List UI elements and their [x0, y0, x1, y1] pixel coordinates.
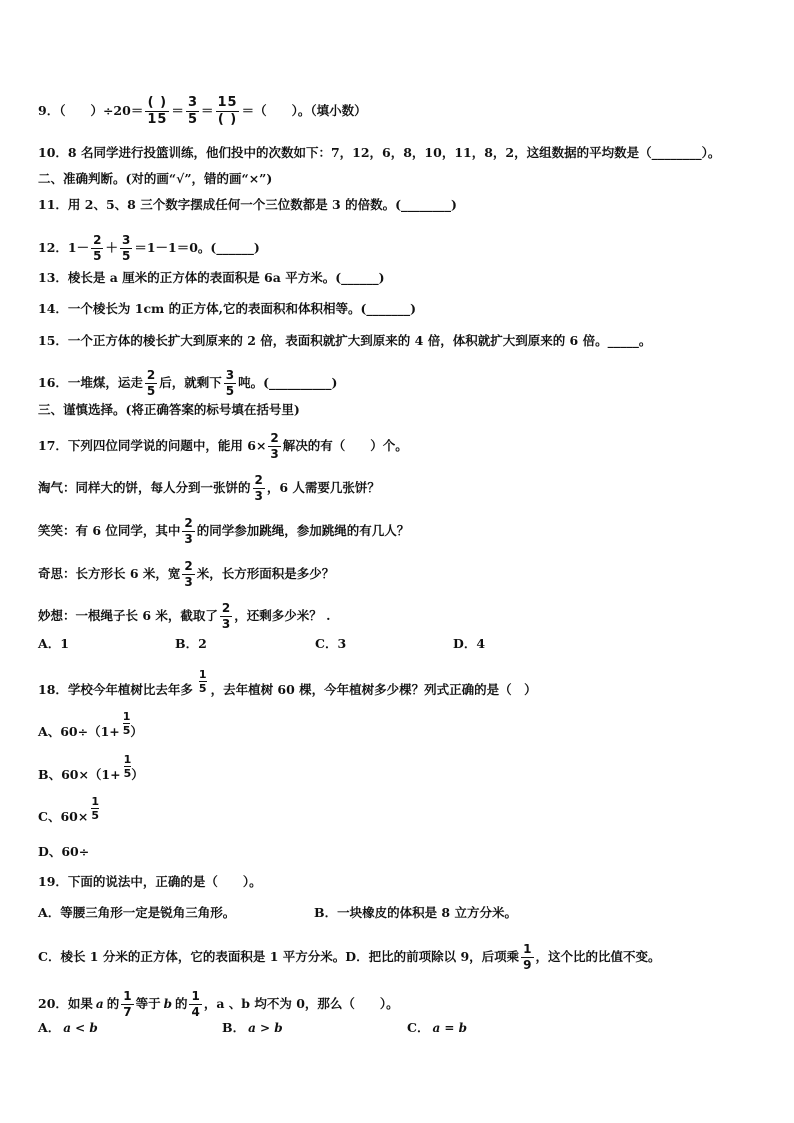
q18-option-b[interactable]: B、60×（1+ $\frac{1}{5}$ ）: [38, 753, 144, 783]
q18-fraction: $\frac{1}{5}$: [198, 668, 207, 695]
question-15: 15．一个正方体的棱长扩大到原来的 2 倍，表面积就扩大到原来的 4 倍，体积就扩大到原来的 6 倍。_____。: [38, 333, 652, 348]
q19-option-a[interactable]: A．等腰三角形一定是锐角三角形。: [38, 904, 236, 920]
section-3-heading: 三、谨慎选择。(将正确答案的标号填在括号里): [38, 402, 300, 417]
q17-option-a[interactable]: A．1: [38, 635, 69, 651]
q18-option-b-fraction: $\frac{1}{5}$: [123, 753, 132, 780]
q18-option-a-fraction: $\frac{1}{5}$: [122, 710, 131, 737]
q18-option-a[interactable]: A、60÷（1+ $\frac{1}{5}$ ）: [38, 710, 143, 740]
question-12: 12．1－ $\frac{2}{5}$ ＋ $\frac{3}{5}$ ＝1－1＝0。(______): [38, 233, 260, 263]
q16-fraction-1: $\frac{2}{5}$: [146, 368, 156, 398]
question-14: 14．一个棱长为 1cm 的正方体,它的表面积和体积相等。(_______): [38, 301, 417, 316]
question-17: 17．下列四位同学说的问题中，能用 6× $\frac{2}{3}$ 解决的有（ ）个。: [38, 431, 408, 461]
question-19: 19．下面的说法中，正确的是（ ）。: [38, 874, 262, 889]
q19-options-row-2: [38, 943, 774, 971]
q18-option-c[interactable]: C、60× $\frac{1}{5}$: [38, 795, 99, 825]
question-18: 18．学校今年植树比去年多 $\frac{1}{5}$ ，去年植树 60 棵，今年植树多少棵？列式正确的是（ ）: [38, 668, 537, 698]
question-16: 16．一堆煤，运走 $\frac{2}{5}$ 后，就剩下 $\frac{3}{5}$ 吨。(__________): [38, 368, 338, 398]
q16-fraction-2: $\frac{3}{5}$: [225, 368, 235, 398]
q17-options: [38, 637, 774, 651]
q17-statement-miaoxiang: 妙想：一根绳子长 6 米，截取了 $\frac{2}{3}$ ，还剩多少米？ .: [38, 601, 331, 631]
q9-fraction-1: $\frac{( )}{15}$: [147, 95, 168, 127]
q18-option-c-fraction: $\frac{1}{5}$: [91, 795, 99, 822]
q17-statement-xiaoxiao: 笑笑：有 6 位同学，其中 $\frac{2}{3}$ 的同学参加跳绳，参加跳绳的有几人？: [38, 516, 410, 546]
q20-option-a[interactable]: A． a < b: [38, 1019, 98, 1035]
q20-var-a: a: [95, 997, 104, 1012]
question-20: 20．如果 a 的 $\frac{1}{7}$ 等于 b 的 $\frac{1}{4}$ ，a 、b 均不为 0，那么（ ）。: [38, 989, 399, 1019]
q20-var-b: b: [163, 997, 172, 1012]
question-10: 10．8 名同学进行投篮训练，他们投中的次数如下：7，12，6，8，10，11，8，2，这组数据的平均数是（________）。: [38, 145, 721, 160]
q19-option-d[interactable]: D．把比的前项除以 9，后项乘 $\frac{1}{9}$ ，这个比的比值不变。: [345, 942, 661, 972]
q19-option-d-fraction: $\frac{1}{9}$: [523, 942, 532, 972]
q17-option-c[interactable]: C．3: [315, 635, 347, 651]
q20-fraction-2: $\frac{1}{4}$: [191, 989, 200, 1019]
q9-suffix: ＝（ ）。（填小数）: [241, 102, 367, 118]
q17-option-b[interactable]: B．2: [175, 635, 207, 651]
question-11: 11．用 2、5、8 三个数字摆成任何一个三位数都是 3 的倍数。(________): [38, 197, 457, 212]
q17-xiaoxiao-fraction: $\frac{2}{3}$: [184, 516, 193, 546]
q18-option-d[interactable]: D、60÷: [38, 844, 90, 859]
section-2-heading: 二、准确判断。(对的画“√”，错的画“×”): [38, 171, 273, 186]
q20-option-b[interactable]: B． a > b: [222, 1019, 283, 1035]
q17-fraction: $\frac{2}{3}$: [270, 431, 279, 461]
q19-option-b[interactable]: B．一块橡皮的体积是 8 立方分米。: [314, 904, 517, 920]
q20-options: [38, 1021, 774, 1035]
q12-fraction-2: $\frac{3}{5}$: [121, 233, 131, 263]
q17-qisi-fraction: $\frac{2}{3}$: [184, 559, 193, 589]
q20-fraction-1: $\frac{1}{7}$: [123, 989, 132, 1019]
q12-fraction-1: $\frac{2}{5}$: [93, 233, 102, 263]
q17-option-d[interactable]: D．4: [453, 635, 486, 651]
question-9: 9．（ ）÷20＝ $\frac{( )}{15}$ ＝ $\frac{3}{5}$ ＝ $\frac{15}{( )}$ ＝（ ）。（填小数）: [38, 95, 367, 127]
q9-prefix: 9．（ ）÷20＝: [38, 102, 144, 118]
q17-statement-qisi: 奇思：长方形长 6 米，宽 $\frac{2}{3}$ 米，长方形面积是多少？: [38, 559, 335, 589]
q19-option-c[interactable]: C．棱长 1 分米的正方体，它的表面积是 1 平方分米。: [38, 948, 346, 964]
q17-miaoxiang-fraction: $\frac{2}{3}$: [221, 601, 231, 631]
q17-taoqi-fraction: $\frac{2}{3}$: [254, 473, 263, 503]
q20-option-c[interactable]: C． a = b: [407, 1019, 468, 1035]
q9-fraction-3: $\frac{15}{( )}$: [217, 95, 238, 127]
question-13: 13．棱长是 a 厘米的正方体的表面积是 6a 平方米。(______): [38, 270, 385, 285]
q9-fraction-2: $\frac{3}{5}$: [187, 95, 197, 127]
q17-statement-taoqi: 淘气：同样大的饼，每人分到一张饼的 $\frac{2}{3}$ ，6 人需要几张饼？: [38, 473, 380, 503]
q19-options-row-1: [38, 906, 774, 920]
